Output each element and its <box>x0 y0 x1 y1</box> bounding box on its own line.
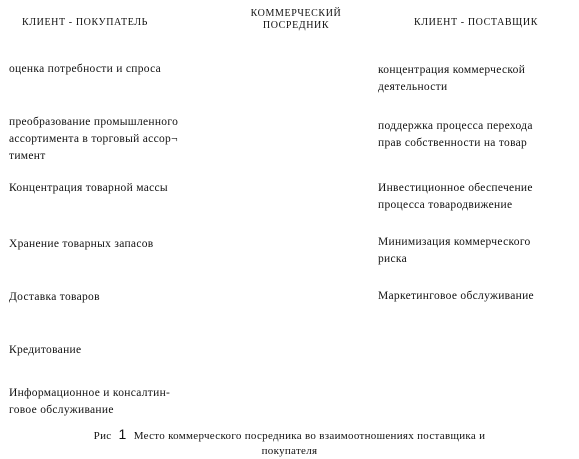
buyer-column-header: КЛИЕНТ - ПОКУПАТЕЛЬ <box>22 17 149 28</box>
supplier-function-5-line1: Маркетинговое обслуживание <box>378 290 534 302</box>
supplier-function-4-line2: риска <box>378 253 408 265</box>
buyer-function-7-line2: говое обслуживание <box>9 404 114 416</box>
buyer-function-4 <box>9 236 154 253</box>
buyer-function-1 <box>9 61 161 78</box>
supplier-function-1 <box>378 62 525 96</box>
figure-caption-line1 <box>0 427 579 444</box>
intermediary-column-header <box>244 8 348 32</box>
supplier-function-2-line1: поддержка процесса перехода <box>378 120 533 132</box>
buyer-function-2-line2: ассортимента в торговый ассор¬ <box>9 133 178 145</box>
supplier-function-2-line2: прав собственности на товар <box>378 137 528 149</box>
supplier-function-4 <box>378 234 531 268</box>
supplier-function-1-line2: деятельности <box>378 81 448 93</box>
supplier-function-5 <box>378 288 534 305</box>
figure-number: 1 <box>118 426 127 442</box>
supplier-function-2 <box>378 118 533 152</box>
intermediary-header-line2: ПОСРЕДНИК <box>262 20 330 31</box>
buyer-function-1-line1: оценка потребности и спроса <box>9 63 162 75</box>
supplier-function-4-line1: Минимизация коммерческого <box>378 236 531 248</box>
figure-caption <box>0 427 579 459</box>
supplier-function-3-line1: Инвестиционное обеспечение <box>378 182 533 194</box>
buyer-function-7-line1: Информационное и консалтин‑ <box>9 387 171 399</box>
intermediary-header-line1: КОММЕРЧЕСКИЙ <box>250 8 342 19</box>
figure-caption-text-line1: Место коммерческого посредника во взаимоотношениях поставщика и <box>133 430 486 442</box>
buyer-function-2 <box>9 114 178 165</box>
buyer-function-2-line1: преобразование промышленного <box>9 116 179 128</box>
figure-caption-text-line2: покупателя <box>261 445 318 457</box>
supplier-function-3-line2: процесса товародвижение <box>378 199 513 211</box>
buyer-function-3-line1: Концентрация товарной массы <box>9 182 168 194</box>
figure-label: Рис <box>93 430 112 442</box>
buyer-function-6 <box>9 342 81 359</box>
buyer-function-2-line3: тимент <box>9 150 46 162</box>
buyer-function-5 <box>9 289 100 306</box>
buyer-function-5-line1: Доставка товаров <box>9 291 100 303</box>
buyer-function-6-line1: Кредитование <box>9 344 82 356</box>
buyer-function-3 <box>9 180 168 197</box>
buyer-function-7 <box>9 385 170 419</box>
supplier-function-1-line1: концентрация коммерческой <box>378 64 526 76</box>
supplier-function-3 <box>378 180 533 214</box>
buyer-function-4-line1: Хранение товарных запасов <box>9 238 154 250</box>
supplier-column-header: КЛИЕНТ - ПОСТАВЩИК <box>414 17 538 28</box>
